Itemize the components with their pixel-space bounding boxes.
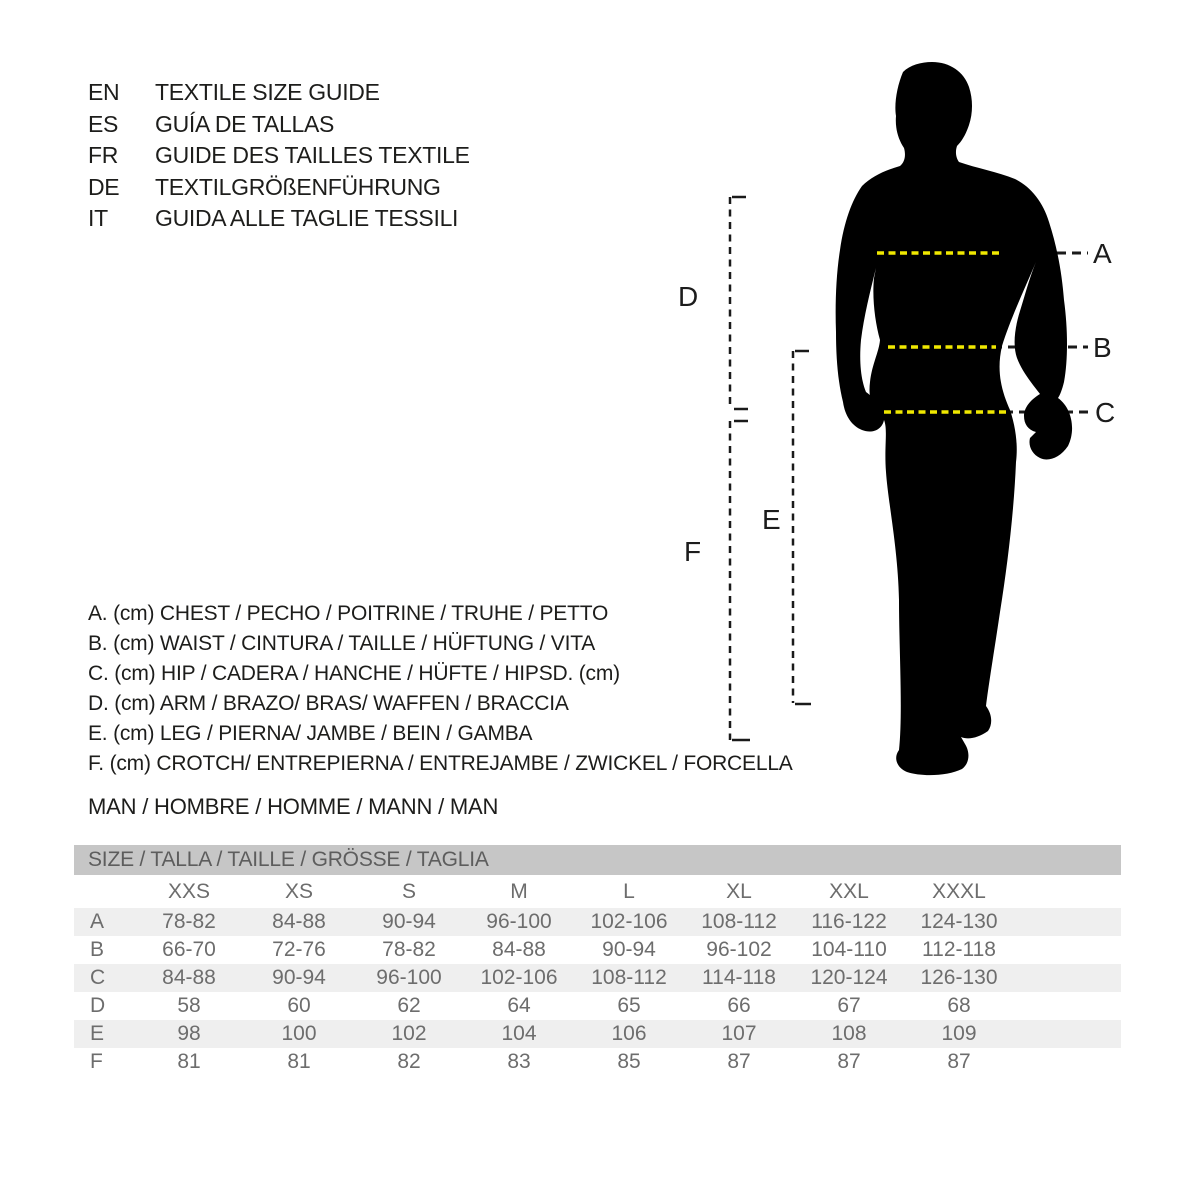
size-table-title: SIZE / TALLA / TAILLE / GRÖSSE / TAGLIA <box>74 845 1121 875</box>
row-label: D <box>90 994 106 1017</box>
table-cell: 124-130 <box>920 910 998 933</box>
table-cell: 66-70 <box>162 938 216 961</box>
table-cell: 107 <box>721 1022 757 1045</box>
language-code: DE <box>88 173 120 200</box>
table-cell: 126-130 <box>920 966 998 989</box>
table-cell: 96-102 <box>706 938 772 961</box>
row-label: A <box>90 910 105 933</box>
label-E: E <box>762 504 781 535</box>
column-header: M <box>510 879 528 903</box>
legend-item: C. (cm) HIP / CADERA / HANCHE / HÜFTE / HIPSD. (cm) <box>88 662 620 685</box>
language-title: GUIDA ALLE TAGLIE TESSILI <box>155 205 459 232</box>
column-header: L <box>623 879 635 903</box>
language-code: FR <box>88 142 119 169</box>
table-cell: 90-94 <box>272 966 326 989</box>
table-cell: 78-82 <box>382 938 436 961</box>
gender-label: MAN / HOMBRE / HOMME / MANN / MAN <box>88 794 499 819</box>
language-title: GUIDE DES TAILLES TEXTILE <box>155 142 470 169</box>
table-cell: 68 <box>947 994 971 1017</box>
table-cell: 84-88 <box>162 966 216 989</box>
table-cell: 104-110 <box>811 938 887 961</box>
column-header: XL <box>726 879 752 903</box>
table-cell: 100 <box>281 1022 317 1045</box>
table-cell: 85 <box>617 1050 641 1073</box>
table-cell: 65 <box>617 994 641 1017</box>
label-C: C <box>1095 397 1116 428</box>
table-cell: 87 <box>947 1050 971 1073</box>
row-label: F <box>90 1050 103 1073</box>
table-row <box>74 964 1121 992</box>
table-cell: 114-118 <box>702 966 776 989</box>
language-code: IT <box>88 205 108 232</box>
label-F: F <box>684 536 702 567</box>
table-cell: 87 <box>837 1050 861 1073</box>
table-cell: 83 <box>507 1050 531 1073</box>
table-cell: 96-100 <box>376 966 442 989</box>
measurement-legend <box>88 599 793 779</box>
table-row <box>74 936 1121 964</box>
table-row <box>74 1020 1121 1048</box>
table-cell: 84-88 <box>492 938 546 961</box>
label-B: B <box>1093 332 1112 363</box>
column-header: S <box>401 879 416 903</box>
table-cell: 81 <box>287 1050 311 1073</box>
table-cell: 58 <box>177 994 201 1017</box>
table-cell: 62 <box>397 994 421 1017</box>
row-label: E <box>90 1022 105 1045</box>
language-title: TEXTILE SIZE GUIDE <box>155 79 380 106</box>
table-cell: 106 <box>611 1022 647 1045</box>
table-cell: 102 <box>391 1022 427 1045</box>
table-cell: 67 <box>837 994 861 1017</box>
table-cell: 72-76 <box>272 938 326 961</box>
language-title: GUÍA DE TALLAS <box>155 110 335 137</box>
table-row <box>74 908 1121 936</box>
table-cell: 81 <box>177 1050 201 1073</box>
language-title: TEXTILGRÖßENFÜHRUNG <box>155 173 441 200</box>
column-header: XXXL <box>932 879 986 903</box>
table-cell: 66 <box>727 994 751 1017</box>
column-header: XXS <box>167 879 211 903</box>
table-cell: 98 <box>177 1022 201 1045</box>
table-row <box>74 992 1121 1020</box>
table-cell: 90-94 <box>602 938 656 961</box>
table-cell: 90-94 <box>382 910 436 933</box>
table-cell: 60 <box>287 994 311 1017</box>
column-header: XXL <box>829 879 869 903</box>
table-cell: 78-82 <box>162 910 216 933</box>
label-A: A <box>1093 238 1112 269</box>
table-cell: 112-118 <box>922 938 996 961</box>
table-cell: 102-106 <box>480 966 558 989</box>
table-cell: 108 <box>831 1022 867 1045</box>
size-table <box>74 845 1121 1076</box>
row-label: C <box>90 966 106 989</box>
table-cell: 84-88 <box>272 910 326 933</box>
table-cell: 104 <box>501 1022 537 1045</box>
man-silhouette <box>836 62 1072 775</box>
size-table-column-headers <box>74 875 1121 908</box>
table-cell: 120-124 <box>810 966 888 989</box>
table-cell: 102-106 <box>590 910 668 933</box>
legend-item: B. (cm) WAIST / CINTURA / TAILLE / HÜFTUNG / VITA <box>88 632 596 655</box>
table-cell: 116-122 <box>811 910 887 933</box>
legend-item: E. (cm) LEG / PIERNA/ JAMBE / BEIN / GAMBA <box>88 722 533 745</box>
table-cell: 64 <box>507 994 531 1017</box>
language-code: ES <box>88 110 119 137</box>
row-label: B <box>90 938 105 961</box>
label-D: D <box>678 281 699 312</box>
size-table-body <box>74 908 1121 1076</box>
table-row <box>74 1048 1121 1076</box>
language-code: EN <box>88 79 120 106</box>
legend-item: F. (cm) CROTCH/ ENTREPIERNA / ENTREJAMBE / ZWICKEL / FORCELLA <box>88 752 793 775</box>
column-header: XS <box>284 879 313 903</box>
legend-item: A. (cm) CHEST / PECHO / POITRINE / TRUHE / PETTO <box>88 602 609 625</box>
table-cell: 109 <box>941 1022 977 1045</box>
table-cell: 96-100 <box>486 910 552 933</box>
table-cell: 87 <box>727 1050 751 1073</box>
legend-item: D. (cm) ARM / BRAZO/ BRAS/ WAFFEN / BRACCIA <box>88 692 569 715</box>
table-cell: 82 <box>397 1050 421 1073</box>
table-cell: 108-112 <box>701 910 777 933</box>
table-cell: 108-112 <box>591 966 667 989</box>
